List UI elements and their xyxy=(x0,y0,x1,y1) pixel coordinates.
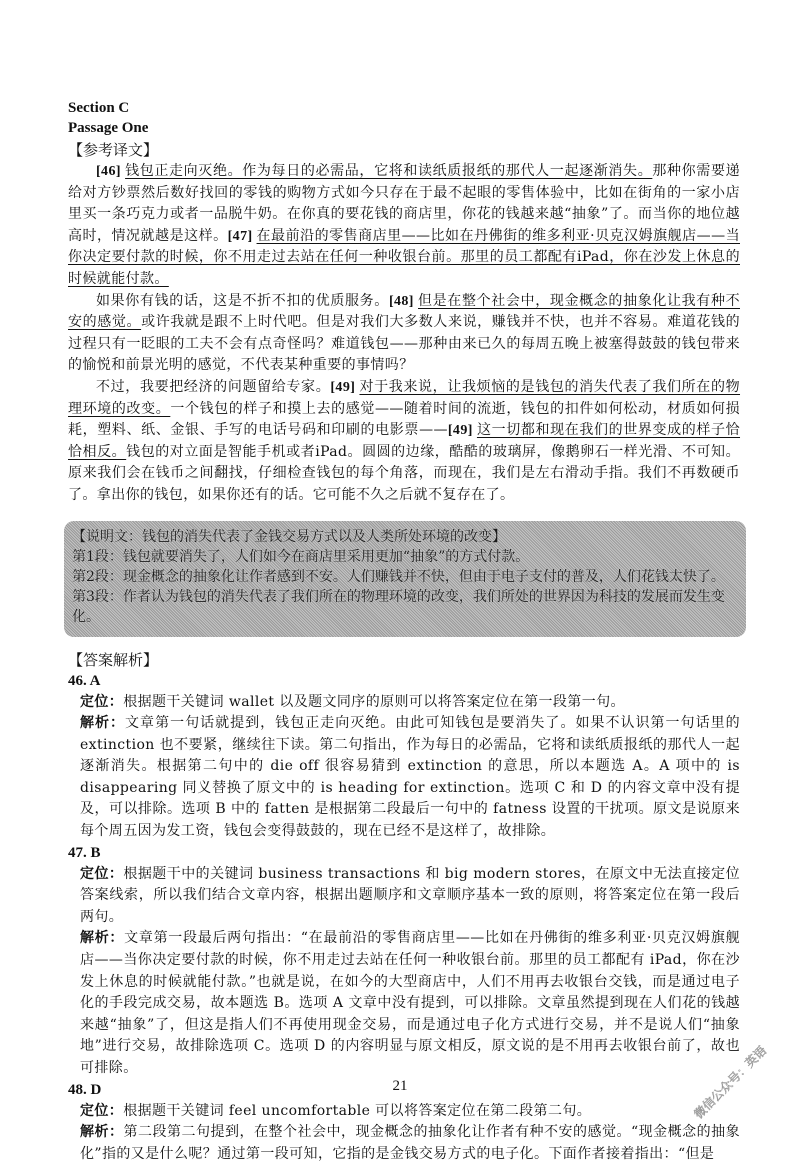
answers-heading: 【答案解析】 xyxy=(68,649,740,671)
answer-explanation xyxy=(68,692,740,714)
answer-number: 46. A xyxy=(68,671,740,692)
section-title: Section C xyxy=(68,98,740,118)
explanation-label: 定位： xyxy=(80,866,123,882)
paragraph-text: 钱包的对立面是智能手机或者iPad。圆圆的边缘，酷酷的玻璃屏，像鹅卵石一样光滑、不可知。原来我们会在钱币之间翻找，仔细检查钱包的每个角落，而现在，我们是左右滑动手指。我们不再数硬币了。拿出你的钱包，如果你还有的话。它可能不久之后就不复存在了。 xyxy=(68,444,740,503)
translation-paragraph xyxy=(68,161,740,291)
paragraph-text: 不过，我要把经济的问题留给专家。 xyxy=(96,379,330,395)
paragraph-text: 或许我就是跟不上时代吧。但是对我们大多数人来说，赚钱并不快，也并不容易。难道花钱的过程只有一眨眼的工夫不会有点奇怪吗？难道钱包——那种由来已久的每周五晚上被塞得鼓鼓的钱包带来的愉悦和前景光明的感觉，不代表某种重要的事情吗？ xyxy=(68,314,740,373)
translation-body xyxy=(68,161,740,507)
page-number: 21 xyxy=(0,1078,800,1095)
watermark: 微信公众号：英语 xyxy=(690,1042,770,1122)
explanation-text: 根据题干关键词 feel uncomfortable 可以将答案定位在第二段第二句。 xyxy=(123,1103,591,1119)
explanation-text: 根据题干关键词 wallet 以及题文同序的原则可以将答案定位在第一段第一句。 xyxy=(123,694,625,710)
answer-explanation xyxy=(68,713,740,843)
summary-box xyxy=(64,521,746,637)
answer-explanation xyxy=(68,1101,740,1123)
underlined-answer-text: 钱包正走向灭绝。作为每日的必需品，它将和读纸质报纸的那代人一起逐渐消失。 xyxy=(125,163,652,179)
explanation-label: 定位： xyxy=(80,1103,123,1119)
summary-line: 第2段：现金概念的抽象化让作者感到不安。人们赚钱并不快，但由于电子支付的普及，人们花钱太快了。 xyxy=(72,567,740,587)
explanation-label: 解析： xyxy=(80,930,124,946)
passage-title: Passage One xyxy=(68,118,740,138)
underlined-answer-text: 但是在整个社会中，现金概念的抽象化让我有种不安的感觉。 xyxy=(68,293,740,331)
explanation-label: 解析： xyxy=(80,1124,124,1140)
answer-explanation xyxy=(68,928,740,1079)
summary-title: 【说明文：钱包的消失代表了金钱交易方式以及人类所处环境的改变】 xyxy=(72,527,740,547)
translation-paragraph xyxy=(68,291,740,377)
answer-number: 48. D xyxy=(68,1080,740,1101)
paragraph-text: 那种你需要递给对方钞票然后数好找回的零钱的购物方式如今只存在于最不起眼的零售体验中，比如在街角的一家小店里买一条巧克力或者一品脱牛奶。在你真的要花钱的商店里，你花的钱越来越“抽象”了。而当你的地位越高时，情况就越是这样。 xyxy=(68,163,740,244)
question-marker: [46] xyxy=(96,164,125,179)
underlined-answer-text: 对于我来说，让我烦恼的是钱包的消失代表了我们所在的物理环境的改变。 xyxy=(68,379,740,417)
explanation-text: 根据题干中的关键词 business transactions 和 big modern stores，在原文中无法直接定位答案线索，所以我们结合文章内容，根据出题顺序和文章顺序基本一致的原则，将答案定位在第一段后两句。 xyxy=(80,866,740,925)
answer-explanation xyxy=(68,1122,740,1165)
summary-line: 第1段：钱包就要消失了，人们如今在商店里采用更加“抽象”的方式付款。 xyxy=(72,547,740,567)
question-marker: [49] xyxy=(330,380,359,395)
translation-heading: 【参考译文】 xyxy=(68,139,740,161)
summary-line: 第3段：作者认为钱包的消失代表了我们所在的物理环境的改变，我们所处的世界因为科技的发展而发生变化。 xyxy=(72,587,740,627)
explanation-text: 文章第一段最后两句指出：“在最前沿的零售商店里——比如在丹佛街的维多利亚·贝克汉姆旗舰店——当你决定要付款的时候，你不用走过去站在任何一种收银台前。那里的员工都配有 iPad，你在沙发上休息的时候就能付款。”也就是说，在如今的大型商店中，人们不用再去收银台交钱，而是通过电子化的手段完成交易，故本题选 B。选项 A 文章中没有提到，可以排除。文章虽然提到现在人们花的钱越来越“抽象”了，但这是指人们不再使用现金交易，而是通过电子化方式进行交易，并不是说人们“抽象地”进行交易，故排除选项 C。选项 D 的内容明显与原文相反，原文说的是不用再去收银台前了，故也可排除。 xyxy=(80,930,740,1076)
explanation-text: 文章第一句话就提到，钱包正走向灭绝。由此可知钱包是要消失了。如果不认识第一句话里的 extinction 也不要紧，继续往下读。第二句指出，作为每日的必需品，它将和读纸质报纸的那代人一起逐渐消失。根据第二句中的 die off 很容易猜到 extinction 的意思，所以本题选 A。A 项中的 is disappearing 同义替换了原文中的 is heading for extinction。选项 C 和 D 的内容文章中没有提及，可以排除。选项 B 中的 fatten 是根据第二段最后一句中的 fatness 设置的干扰项。原文是说原来每个周五因为发工资，钱包会变得鼓鼓的，现在已经不是这样了，故排除。 xyxy=(80,715,740,839)
explanation-text: 第二段第二句提到，在整个社会中，现金概念的抽象化让作者有种不安的感觉。“现金概念的抽象化”指的又是什么呢？通过第一段可知，它指的是金钱交易方式的电子化。下面作者接着指出：“但是 xyxy=(80,1124,740,1162)
paragraph-text: 一个钱包的样子和摸上去的感觉——随着时间的流逝，钱包的扣件如何松动，材质如何损耗，塑料、纸、金银、手写的电话号码和印刷的电影票—— xyxy=(68,401,740,439)
underlined-answer-text: 在最前沿的零售商店里——比如在丹佛街的维多利亚·贝克汉姆旗舰店——当你决定要付款的时候，你不用走过去站在任何一种收银台前。那里的员工都配有iPad，你在沙发上休息的时候就能付款。 xyxy=(68,228,740,287)
explanation-label: 定位： xyxy=(80,694,123,710)
answer-explanation xyxy=(68,864,740,929)
question-marker: [49] xyxy=(448,423,477,438)
question-marker: [47] xyxy=(228,229,257,244)
document-page xyxy=(68,98,740,1165)
explanation-label: 解析： xyxy=(80,715,125,731)
question-marker: [48] xyxy=(389,294,418,309)
paragraph-text: 如果你有钱的话，这是不折不扣的优质服务。 xyxy=(96,293,389,309)
translation-paragraph xyxy=(68,377,740,507)
answer-number: 47. B xyxy=(68,843,740,864)
underlined-answer-text: 这一切都和现在我们的世界变成的样子恰恰相反。 xyxy=(68,422,740,460)
